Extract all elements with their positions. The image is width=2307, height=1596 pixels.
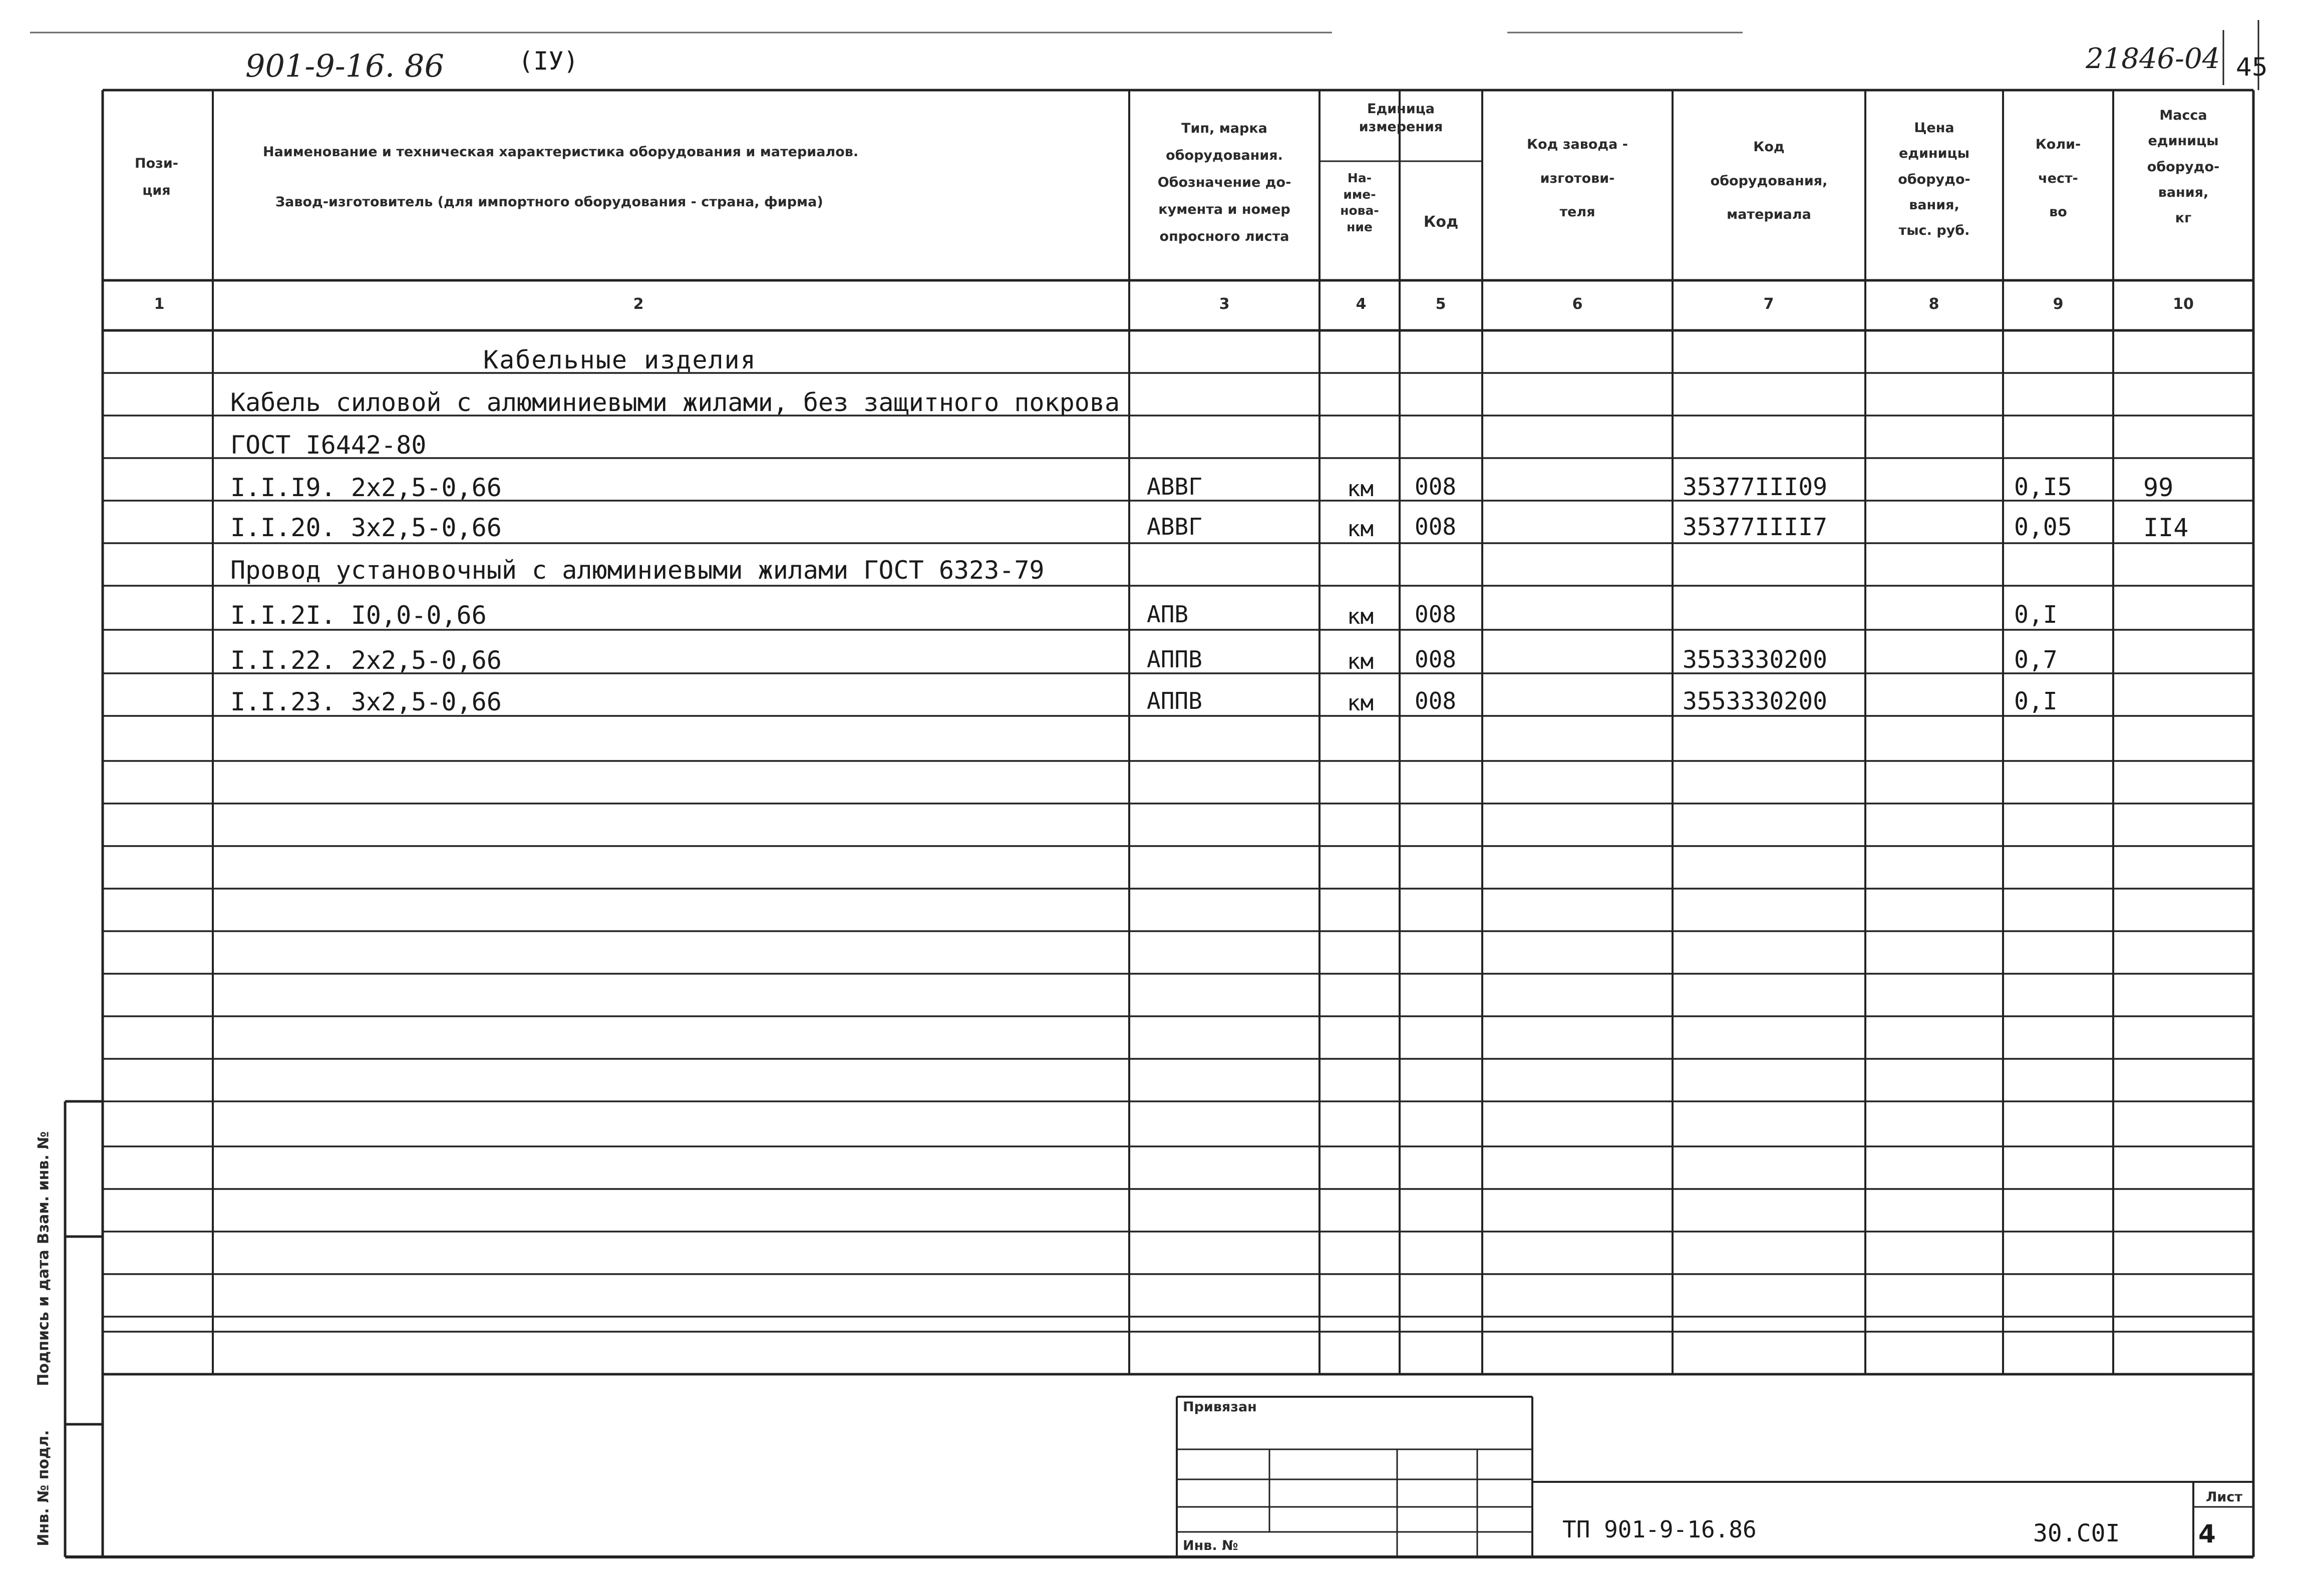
row-equipment-code: 3553330200: [1683, 646, 1827, 674]
row-name: Кабельные изделия: [483, 345, 757, 374]
column-number: 9: [2053, 295, 2064, 313]
side-stamp-signature-date: Подпись и дата: [35, 1250, 53, 1386]
column-number: 1: [154, 295, 165, 313]
row-name: I.I.I9. 2х2,5-0,66: [230, 473, 502, 502]
row-equipment-code: 35377IIII7: [1683, 513, 1827, 541]
row-name: I.I.22. 2х2,5-0,66: [230, 646, 502, 675]
row-unit-code: 008: [1415, 687, 1457, 714]
row-quantity: 0,I: [2014, 601, 2058, 629]
row-quantity: 0,I: [2014, 687, 2058, 715]
column-number: 10: [2173, 295, 2194, 313]
row-equipment-code: 3553330200: [1683, 687, 1827, 715]
sheet-number: 45: [2236, 53, 2268, 82]
title-block-tp-code: ТП 901-9-16.86: [1562, 1516, 1757, 1543]
row-type: АПВ: [1147, 601, 1189, 628]
header-price: Цена единицы оборудо- вания, тыс. руб.: [1898, 120, 1970, 239]
row-quantity: 0,05: [2014, 513, 2072, 541]
header-unit-name: На- име- нова- ние: [1340, 171, 1379, 234]
column-number: 8: [1928, 295, 1939, 313]
row-type: АППВ: [1147, 646, 1202, 673]
title-block-linked: Привязан: [1183, 1399, 1257, 1415]
column-number: 3: [1219, 295, 1230, 313]
doc-code-right: 21846-04: [2086, 43, 2220, 75]
side-stamp-orig-inv: Инв. № подл.: [35, 1430, 53, 1546]
row-unit-code: 008: [1415, 601, 1457, 628]
column-number: 2: [633, 295, 644, 313]
header-factory-code: Код завода - изготови- теля: [1527, 137, 1628, 220]
header-quantity: Коли- чест- во: [2035, 137, 2081, 220]
header-name-line2: Завод-изготовитель (для импортного оборудования - страна, фирма): [275, 194, 823, 210]
row-unit: км: [1347, 690, 1374, 716]
row-unit: км: [1347, 476, 1374, 502]
row-name: I.I.20. 3х2,5-0,66: [230, 513, 502, 542]
header-equipment-code: Код оборудования, материала: [1710, 139, 1828, 222]
row-unit: км: [1347, 604, 1374, 629]
row-mass: II4: [2143, 513, 2189, 542]
row-unit: км: [1347, 649, 1374, 674]
header-mass: Масса единицы оборудо- вания, кг: [2147, 108, 2220, 226]
row-equipment-code: 35377III09: [1683, 473, 1827, 501]
row-name: Кабель силовой с алюминиевыми жилами, без защитного покрова: [230, 388, 1120, 417]
column-number: 6: [1572, 295, 1583, 313]
column-number: 7: [1763, 295, 1774, 313]
column-number: 5: [1435, 295, 1446, 313]
header-unit-code: Код: [1423, 213, 1459, 231]
row-quantity: 0,I5: [2014, 473, 2072, 501]
title-block-sheet-label: Лист: [2206, 1489, 2242, 1505]
row-name: Провод установочный с алюминиевыми жилами ГОСТ 6323-79: [230, 556, 1045, 585]
header-name-line1: Наименование и техническая характеристика оборудования и материалов.: [263, 144, 859, 160]
doc-code-left: 901-9-16. 86: [245, 48, 444, 84]
column-number: 4: [1356, 295, 1367, 313]
row-unit-code: 008: [1415, 513, 1457, 540]
title-block-sheet-code: 30.С0I: [2033, 1519, 2120, 1547]
header-unit-group: Единица измерения: [1359, 101, 1443, 135]
row-name: ГОСТ I6442-80: [230, 431, 427, 460]
row-unit-code: 008: [1415, 473, 1457, 500]
row-type: АВВГ: [1147, 513, 1202, 540]
part-label: (IУ): [518, 47, 579, 76]
row-unit-code: 008: [1415, 646, 1457, 673]
row-unit: км: [1347, 516, 1374, 542]
header-position: Пози- ция: [135, 156, 178, 198]
title-block-inv-no: Инв. №: [1183, 1538, 1238, 1553]
row-name: I.I.2I. I0,0-0,66: [230, 601, 487, 630]
row-type: АВВГ: [1147, 473, 1202, 500]
row-type: АППВ: [1147, 687, 1202, 714]
title-block-sheet-number: 4: [2198, 1519, 2216, 1548]
side-stamp-replaced-inv: Взам. инв. №: [35, 1131, 53, 1245]
header-type: Тип, марка оборудования. Обозначение до- кумента и номер опросного листа: [1157, 121, 1291, 244]
row-name: I.I.23. 3х2,5-0,66: [230, 687, 502, 716]
row-quantity: 0,7: [2014, 646, 2058, 674]
row-mass: 99: [2143, 473, 2174, 502]
